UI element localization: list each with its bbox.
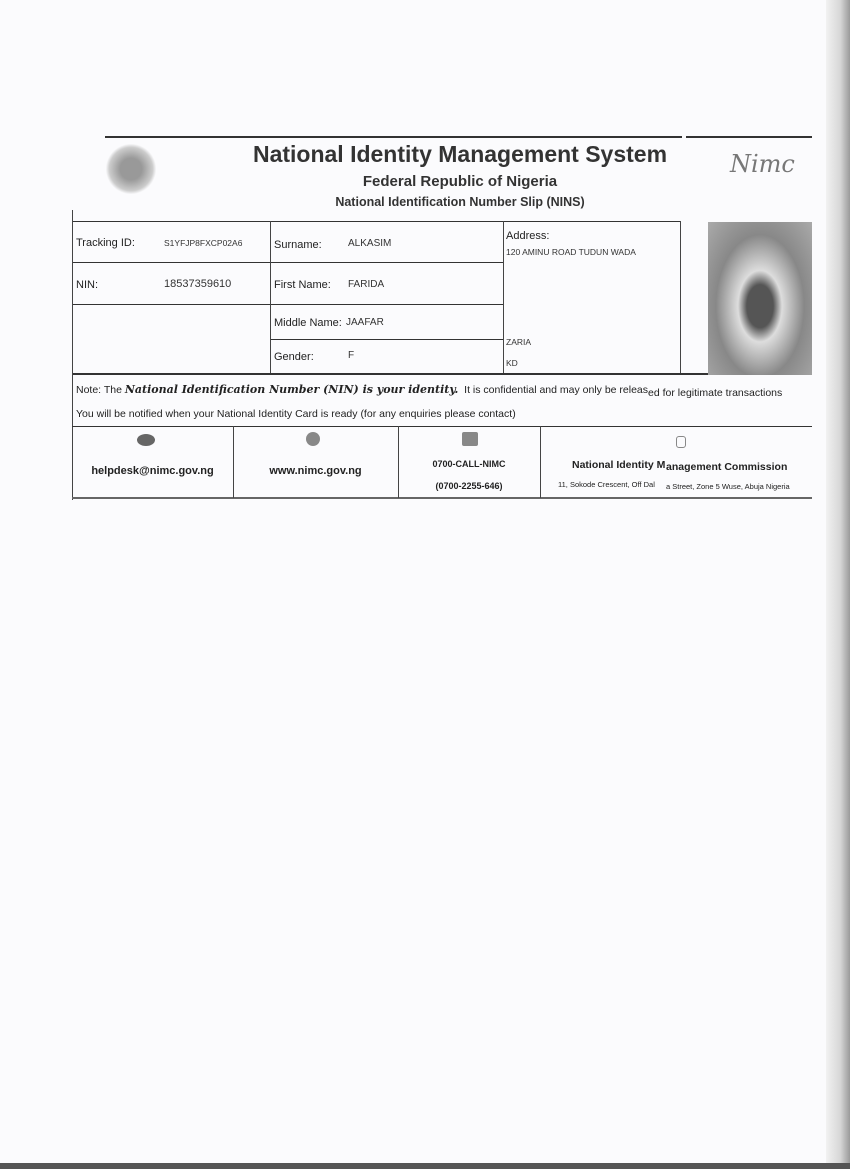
address-state: KD xyxy=(506,358,518,368)
phone-digits: (0700-2255-646) xyxy=(435,481,503,491)
slip-title: National Identification Number Slip (NINS) xyxy=(335,195,585,209)
divider xyxy=(270,221,271,373)
org-name: National Identity M xyxy=(572,459,666,471)
subtitle: Federal Republic of Nigeria xyxy=(362,173,558,190)
gender-label: Gender: xyxy=(274,351,314,363)
surname-label: Surname: xyxy=(274,239,322,251)
address-line1: 120 AMINU ROAD TUDUN WADA xyxy=(506,247,636,257)
note-prefix: Note: The xyxy=(76,384,122,396)
divider xyxy=(72,373,812,375)
phone-number: 0700-CALL-NIMC xyxy=(432,459,506,469)
divider xyxy=(72,210,73,500)
nin-value: 18537359610 xyxy=(164,278,232,290)
tracking-id-label: Tracking ID: xyxy=(76,237,135,249)
nin-label: NIN: xyxy=(76,279,98,291)
note-rest: It is confidential and may only be releas xyxy=(464,384,649,396)
phone-icon xyxy=(462,432,478,446)
divider xyxy=(270,339,503,340)
divider xyxy=(680,221,681,373)
org-name-cont: anagement Commission xyxy=(666,461,788,473)
divider xyxy=(503,221,504,373)
note-line1 xyxy=(76,383,783,399)
first-name-label: First Name: xyxy=(274,279,331,291)
tracking-id-value: S1YFJP8FXCP02A6 xyxy=(164,238,243,248)
note-emphasis: National Identification Number (NIN) is your identity. xyxy=(124,383,459,396)
scan-edge-bottom xyxy=(0,1163,850,1169)
nimc-logo: Nimc xyxy=(730,150,795,178)
coat-of-arms-icon xyxy=(106,143,156,195)
globe-icon xyxy=(306,432,320,446)
helpdesk-email-link[interactable]: helpdesk@nimc.gov.ng xyxy=(91,465,214,477)
divider xyxy=(72,426,812,427)
divider xyxy=(105,136,682,138)
page-title: National Identity Management System xyxy=(252,141,668,167)
divider xyxy=(686,136,812,138)
address-label: Address: xyxy=(506,230,550,242)
address-city: ZARIA xyxy=(506,337,532,347)
divider xyxy=(72,497,812,499)
website-link[interactable]: www.nimc.gov.ng xyxy=(269,465,362,477)
divider xyxy=(540,426,541,498)
divider xyxy=(72,262,503,263)
holder-photo xyxy=(708,222,812,375)
middle-name-label: Middle Name: xyxy=(274,317,342,329)
gender-value: F xyxy=(348,350,355,361)
divider xyxy=(72,304,503,305)
middle-name-value: JAAFAR xyxy=(346,317,384,328)
building-icon xyxy=(676,436,686,448)
scan-edge-right xyxy=(826,0,850,1169)
first-name-value: FARIDA xyxy=(348,279,385,290)
org-address-cont: a Street, Zone 5 Wuse, Abuja Nigeria xyxy=(666,482,790,491)
email-icon xyxy=(137,434,155,446)
divider xyxy=(72,221,680,222)
surname-value: ALKASIM xyxy=(348,238,392,249)
divider xyxy=(233,426,234,498)
note-line2: You will be notified when your National Identity Card is ready (for any enquiries please contact) xyxy=(76,408,516,420)
org-address: 11, Sokode Crescent, Off Dal xyxy=(558,480,655,489)
note-rest-cont: ed for legitimate transactions xyxy=(648,387,783,399)
